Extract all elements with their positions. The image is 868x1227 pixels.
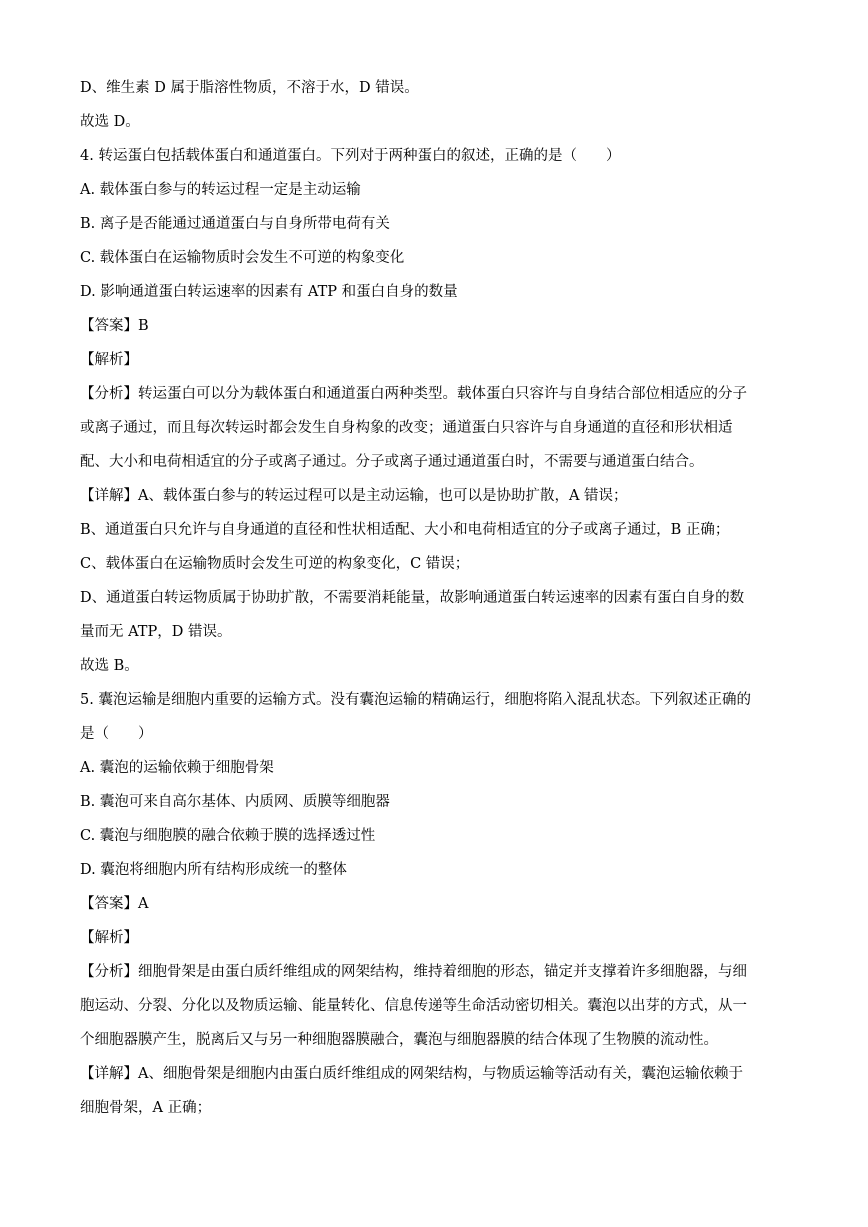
question-4-option-a: A. 载体蛋白参与的转运过程一定是主动运输 bbox=[80, 182, 361, 198]
question-4-option-d: D. 影响通道蛋白转运速率的因素有 ATP 和蛋白自身的数量 bbox=[80, 284, 458, 300]
question-5-analysis-heading: 【解析】 bbox=[80, 930, 138, 946]
question-5-analysis-line: 【分析】细胞骨架是由蛋白质纤维组成的网架结构，维持着细胞的形态，锚定并支撑着许多细胞器，与细 bbox=[80, 964, 747, 980]
question-4-selection: 故选 B。 bbox=[80, 658, 139, 674]
question-4-analysis-line: 【分析】转运蛋白可以分为载体蛋白和通道蛋白两种类型。载体蛋白只容许与自身结合部位相适应的分子 bbox=[80, 386, 747, 402]
question-4-stem: 4. 转运蛋白包括载体蛋白和通道蛋白。下列对于两种蛋白的叙述，正确的是（ ） bbox=[80, 148, 621, 164]
question-5-option-c: C. 囊泡与细胞膜的融合依赖于膜的选择透过性 bbox=[80, 828, 376, 844]
question-4-detail-line: 【详解】A、载体蛋白参与的转运过程可以是主动运输，也可以是协助扩散，A 错误； bbox=[80, 488, 628, 504]
question-5-stem: 是（ ） bbox=[80, 726, 153, 742]
question-4-option-b: B. 离子是否能通过通道蛋白与自身所带电荷有关 bbox=[80, 216, 390, 232]
text-line: 故选 D。 bbox=[80, 114, 140, 130]
question-4-detail-line: C、载体蛋白在运输物质时会发生可逆的构象变化，C 错误； bbox=[80, 556, 470, 572]
question-5-option-b: B. 囊泡可来自高尔基体、内质网、质膜等细胞器 bbox=[80, 794, 390, 810]
question-5-option-a: A. 囊泡的运输依赖于细胞骨架 bbox=[80, 760, 274, 776]
question-5-stem: 5. 囊泡运输是细胞内重要的运输方式。没有囊泡运输的精确运行，细胞将陷入混乱状态。下列叙述正确的 bbox=[80, 692, 751, 708]
question-4-answer: 【答案】B bbox=[80, 318, 149, 334]
question-5-answer: 【答案】A bbox=[80, 896, 149, 912]
question-4-detail-line: D、通道蛋白转运物质属于协助扩散，不需要消耗能量，故影响通道蛋白转运速率的因素有蛋白自身的数 bbox=[80, 590, 745, 606]
text-line: D、维生素 D 属于脂溶性物质，不溶于水，D 错误。 bbox=[80, 80, 419, 96]
question-5-option-d: D. 囊泡将细胞内所有结构形成统一的整体 bbox=[80, 862, 347, 878]
question-4-analysis-line: 配、大小和电荷相适宜的分子或离子通过。分子或离子通过通道蛋白时，不需要与通道蛋白结合。 bbox=[80, 454, 704, 470]
question-5-analysis-line: 胞运动、分裂、分化以及物质运输、能量转化、信息传递等生命活动密切相关。囊泡以出芽的方式，从一 bbox=[80, 998, 747, 1014]
document-page bbox=[80, 71, 792, 1125]
question-4-option-c: C. 载体蛋白在运输物质时会发生不可逆的构象变化 bbox=[80, 250, 405, 266]
question-5-detail-line: 细胞骨架，A 正确； bbox=[80, 1100, 212, 1116]
question-4-analysis-heading: 【解析】 bbox=[80, 352, 138, 368]
question-5-detail-line: 【详解】A、细胞骨架是细胞内由蛋白质纤维组成的网架结构，与物质运输等活动有关，囊泡运输依赖于 bbox=[80, 1066, 743, 1082]
question-4-detail-line: 量而无 ATP，D 错误。 bbox=[80, 624, 232, 640]
question-5-analysis-line: 个细胞器膜产生，脱离后又与另一种细胞器膜融合，囊泡与细胞器膜的结合体现了生物膜的流动性。 bbox=[80, 1032, 718, 1048]
question-4-analysis-line: 或离子通过，而且每次转运时都会发生自身构象的改变；通道蛋白只容许与自身通道的直径和形状相适 bbox=[80, 420, 733, 436]
question-4-detail-line: B、通道蛋白只允许与自身通道的直径和性状相适配、大小和电荷相适宜的分子或离子通过，B 正确； bbox=[80, 522, 730, 538]
